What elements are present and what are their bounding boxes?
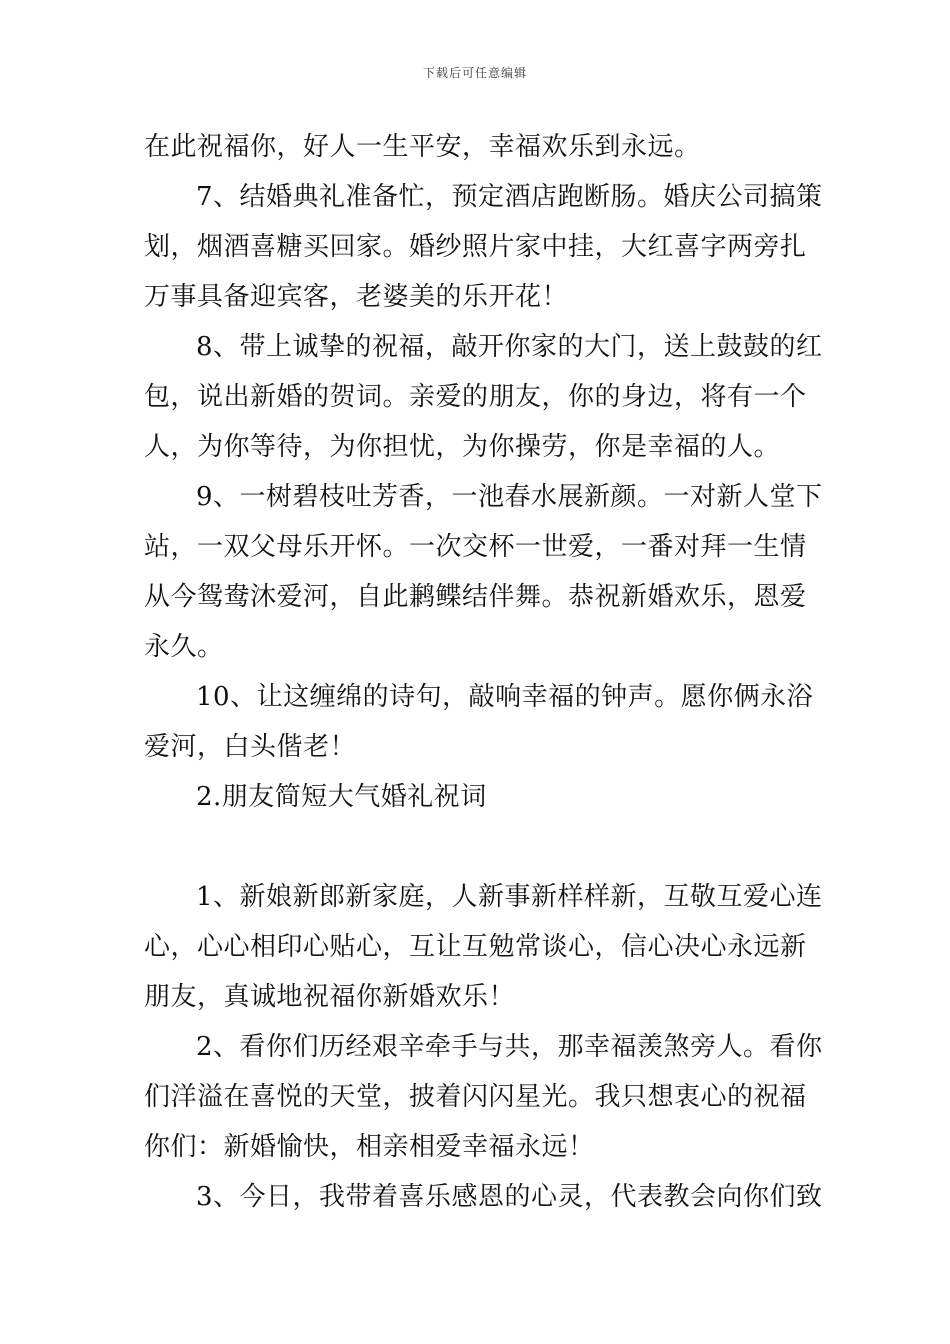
paragraph-first-line: 9、一树碧枝吐芳香，一池春水展新颜。一对新人堂下	[196, 482, 823, 512]
paragraph-first-line: 3、今日，我带着喜乐感恩的心灵，代表教会向你们致	[196, 1182, 823, 1212]
document-body	[144, 122, 823, 1222]
text-line: 们洋溢在喜悦的天堂，披着闪闪星光。我只想衷心的祝福	[144, 1082, 807, 1112]
text-line: 你们：新婚愉快，相亲相爱幸福永远！	[144, 1132, 595, 1162]
text-line: 人，为你等待，为你担忧，为你操劳，你是幸福的人。	[144, 432, 781, 462]
paragraph-first-line: 1、新娘新郎新家庭，人新事新样样新，互敬互爱心连	[196, 882, 823, 912]
text-line: 划，烟酒喜糖买回家。婚纱照片家中挂，大红喜字两旁扎	[144, 232, 807, 262]
text-line: 从今鸳鸯沐爱河，自此鹣鲽结伴舞。恭祝新婚欢乐，恩爱	[144, 582, 807, 612]
text-line: 永久。	[144, 632, 224, 662]
section-heading: 2.朋友简短大气婚礼祝词	[196, 782, 487, 812]
text-line: 爱河，白头偕老！	[144, 732, 357, 762]
blank-line	[144, 822, 809, 872]
text-line: 包，说出新婚的贺词。亲爱的朋友，你的身边，将有一个	[144, 382, 807, 412]
paragraph-first-line: 7、结婚典礼准备忙，预定酒店跑断肠。婚庆公司搞策	[196, 182, 823, 212]
paragraph-first-line: 10、让这缠绵的诗句，敲响幸福的钟声。愿你俩永浴	[196, 682, 814, 712]
paragraph-first-line: 8、带上诚挚的祝福，敲开你家的大门，送上鼓鼓的红	[196, 332, 823, 362]
page-header-note: 下载后可任意编辑	[422, 66, 527, 80]
text-line: 站，一双父母乐开怀。一次交杯一世爱，一番对拜一生情	[144, 532, 807, 562]
text-line: 万事具备迎宾客，老婆美的乐开花！	[144, 282, 569, 312]
text-line: 朋友，真诚地祝福你新婚欢乐！	[144, 982, 516, 1012]
text-line: 心，心心相印心贴心，互让互勉常谈心，信心决心永远新	[144, 932, 807, 962]
text-line: 在此祝福你，好人一生平安，幸福欢乐到永远。	[144, 132, 701, 162]
paragraph-first-line: 2、看你们历经艰辛牵手与共，那幸福羡煞旁人。看你	[196, 1032, 823, 1062]
